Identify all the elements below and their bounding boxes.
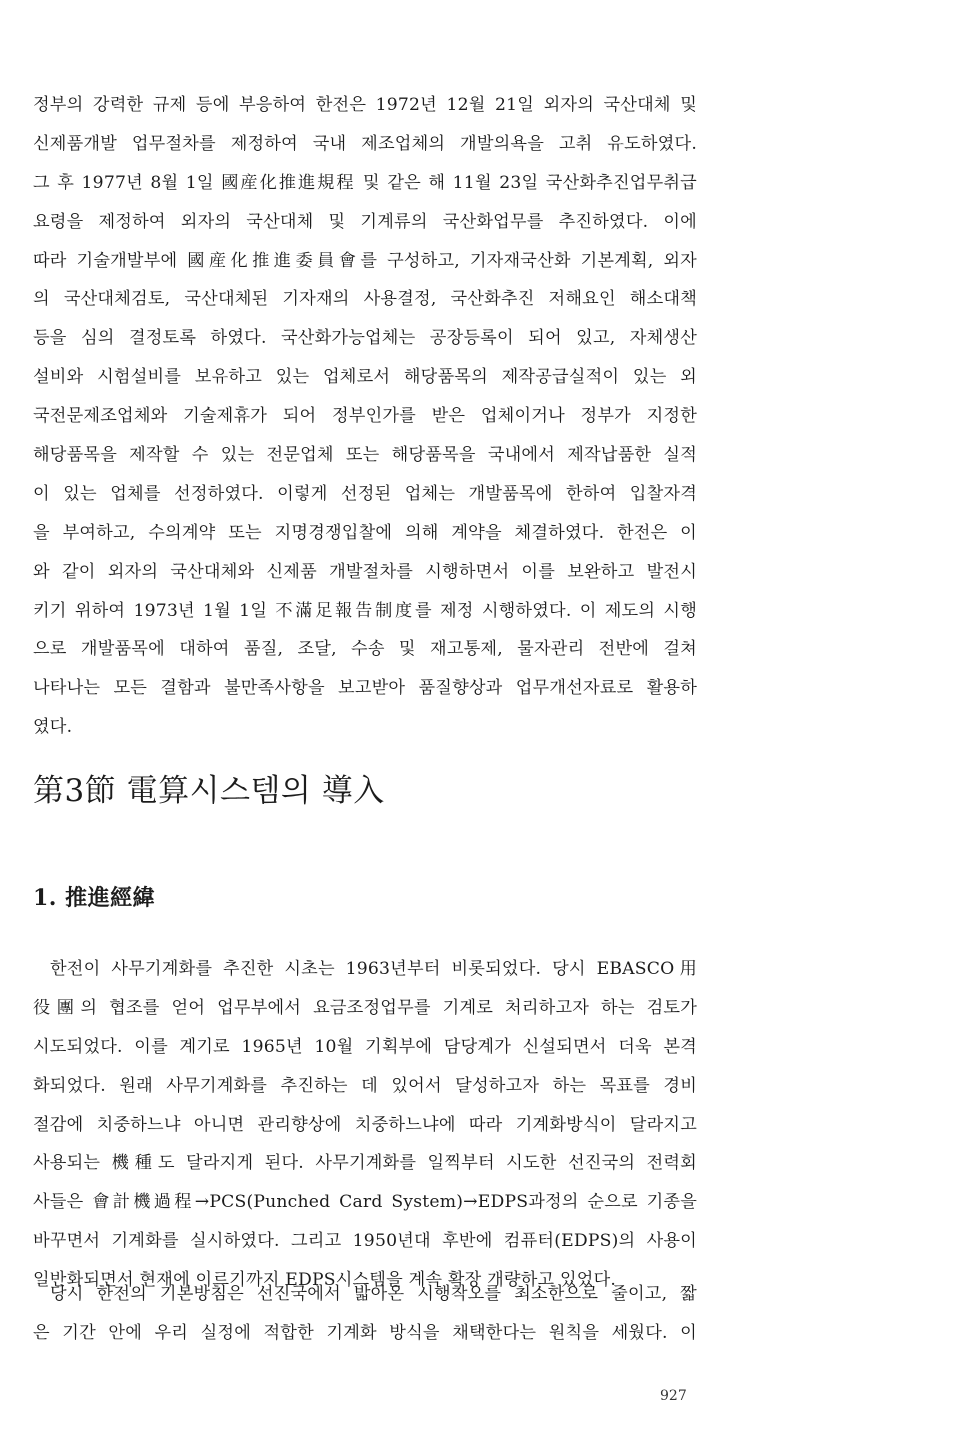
text-line: 설비와 시험설비를 보유하고 있는 업체로서 해당품목의 제작공급실적이 있는 외 bbox=[33, 367, 697, 388]
text-line: 이 있는 업체를 선정하였다. 이렇게 선정된 업체는 개발품목에 한하여 입찰자격 bbox=[33, 483, 697, 504]
text-line: 신제품개발 업무절차를 제정하여 국내 제조업체의 개발의욕을 고취 유도하였다. bbox=[33, 133, 697, 154]
text-line: 절감에 치중하느냐 아니면 관리향상에 치중하느냐에 따라 기계화방식이 달라지고 bbox=[33, 1114, 697, 1135]
text-line: 사들은 會計機過程→PCS(Punched Card System)→EDPS과정의 순으로 기종을 bbox=[33, 1192, 697, 1213]
text-line: 役團의 협조를 얻어 업무부에서 요금조정업무를 기계로 처리하고자 하는 검토가 bbox=[33, 997, 697, 1018]
text-line: 화되었다. 원래 사무기계화를 추진하는 데 있어서 달성하고자 하는 목표를 경비 bbox=[33, 1075, 697, 1096]
text-line: 였다. bbox=[33, 717, 73, 738]
text-line: 와 같이 외자의 국산대체와 신제품 개발절차를 시행하면서 이를 보완하고 발전시 bbox=[33, 561, 697, 582]
text-line: 등을 심의 결정토록 하였다. 국산화가능업체는 공장등록이 되어 있고, 자체생산 bbox=[33, 328, 697, 349]
text-line: 나타나는 모든 결함과 불만족사항을 보고받아 품질향상과 업무개선자료로 활용하 bbox=[33, 678, 697, 699]
text-line: 으로 개발품목에 대하여 품질, 조달, 수송 및 재고통제, 물자관리 전반에 걸쳐 bbox=[33, 639, 697, 660]
subsection-title: 1. 推進經緯 bbox=[33, 885, 156, 911]
text-line: 은 기간 안에 우리 실정에 적합한 기계화 방식을 채택한다는 원칙을 세웠다. 이 bbox=[33, 1322, 697, 1343]
text-line: 따라 기술개발부에 國産化推進委員會를 구성하고, 기자재국산화 기본계획, 외자 bbox=[33, 250, 697, 271]
text-line: 시도되었다. 이를 계기로 1965년 10월 기획부에 담당계가 신설되면서 더욱 본격 bbox=[33, 1036, 697, 1057]
text-line: 당시 한전의 기본방침은 선진국에서 밟아온 시행착오를 최소한으로 줄이고, 짧 bbox=[50, 1284, 697, 1304]
text-line: 그 후 1977년 8월 1일 國産化推進規程 및 같은 해 11월 23일 국산화추진업무취급 bbox=[33, 172, 697, 193]
text-line: 국전문제조업체와 기술제휴가 되어 정부인가를 받은 업체이거나 정부가 지정한 bbox=[33, 406, 697, 427]
page-number: 927 bbox=[660, 1388, 687, 1404]
text-line: 을 부여하고, 수의계약 또는 지명경쟁입찰에 의해 계약을 체결하였다. 한전은 이 bbox=[33, 522, 697, 543]
paragraph-office-mechanization bbox=[33, 950, 697, 1300]
text-line: 요령을 제정하여 외자의 국산대체 및 기계류의 국산화업무를 추진하였다. 이에 bbox=[33, 211, 697, 232]
paragraph-domestic-production bbox=[33, 86, 697, 747]
text-line: 의 국산대체검토, 국산대체된 기자재의 사용결정, 국산화추진 저해요인 해소대책 bbox=[33, 289, 697, 310]
text-line: 키기 위하여 1973년 1월 1일 不滿足報告制度를 제정 시행하였다. 이 제도의 시행 bbox=[33, 600, 697, 621]
section-title: 第3節 電算시스템의 導入 bbox=[33, 773, 385, 809]
text-line: 해당품목을 제작할 수 있는 전문업체 또는 해당품목을 국내에서 제작납품한 실적 bbox=[33, 445, 697, 466]
text-line: 일반화되면서 현재에 이르기까지 EDPS시스템을 계속 확장 개량하고 있었다. bbox=[33, 1270, 617, 1291]
text-line: 바꾸면서 기계화를 실시하였다. 그리고 1950년대 후반에 컴퓨터(EDPS)의 사용이 bbox=[33, 1231, 697, 1252]
text-line: 한전이 사무기계화를 추진한 시초는 1963년부터 비롯되었다. 당시 EBASCO用 bbox=[50, 959, 697, 979]
text-line: 사용되는 機種도 달라지게 된다. 사무기계화를 일찍부터 시도한 선진국의 전력회 bbox=[33, 1153, 697, 1174]
paragraph-basic-policy bbox=[33, 1275, 697, 1353]
text-line: 정부의 강력한 규제 등에 부응하여 한전은 1972년 12월 21일 외자의 국산대체 및 bbox=[33, 95, 697, 115]
